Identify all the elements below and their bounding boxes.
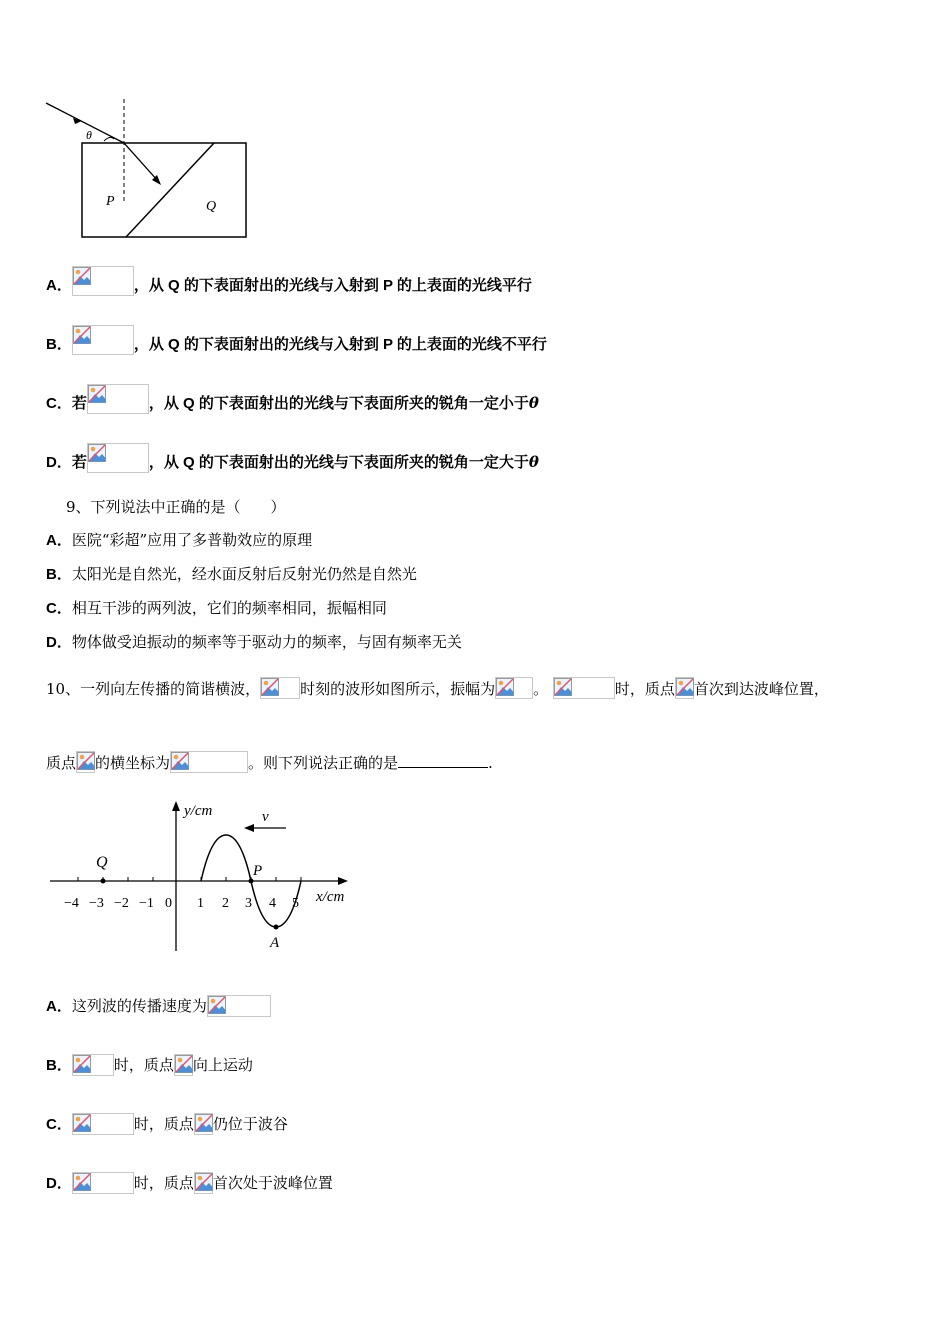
p-label: P	[106, 194, 115, 209]
tick-label: 1	[197, 896, 204, 911]
wave-figure	[46, 795, 356, 955]
q9-option-d: D．物体做受迫振动的频率等于驱动力的频率，与固有频率无关	[46, 633, 462, 651]
velocity-label: v	[262, 809, 269, 825]
image-placeholder-icon	[207, 995, 271, 1017]
theta-label: θ	[86, 128, 92, 142]
p-point-label: P	[253, 863, 263, 879]
left-arrow-icon	[244, 824, 254, 832]
tick-label: −2	[114, 896, 129, 911]
image-placeholder-icon	[675, 677, 694, 699]
image-placeholder-icon	[495, 677, 533, 699]
refraction-figure	[40, 95, 260, 245]
image-placeholder-icon	[174, 1054, 193, 1076]
y-axis-label: y/cm	[184, 803, 213, 819]
a-point-label: A	[270, 935, 280, 951]
image-placeholder-icon	[72, 325, 134, 355]
tick-label: 2	[222, 896, 229, 911]
image-placeholder-icon	[194, 1172, 213, 1194]
image-placeholder-icon	[260, 677, 300, 699]
q9-option-b: B．太阳光是自然光，经水面反射后反射光仍然是自然光	[46, 565, 417, 583]
q10-option-d: D． 时，质点 首次处于波峰位置	[46, 1174, 333, 1192]
image-placeholder-icon	[76, 751, 95, 773]
tick-label: −4	[64, 896, 79, 911]
tick-label: 0	[165, 896, 172, 911]
q10-option-a: A．这列波的传播速度为	[46, 995, 271, 1017]
image-placeholder-icon	[194, 1113, 213, 1135]
image-placeholder-icon	[72, 1113, 134, 1135]
tick-label: 3	[245, 896, 252, 911]
image-placeholder-icon	[170, 751, 248, 773]
x-axis-label: x/cm	[316, 889, 345, 905]
image-placeholder-icon	[72, 1054, 114, 1076]
q-label: Q	[206, 199, 217, 214]
q10-option-c: C． 时，质点 仍位于波谷	[46, 1115, 288, 1133]
q8-option-a: A． ，从 Q 的下表面射出的光线与入射到 P 的上表面的光线平行	[46, 266, 532, 296]
q9-option-a: A．医院“彩超”应用了多普勒效应的原理	[46, 531, 313, 549]
answer-blank[interactable]	[398, 753, 488, 768]
q9-option-c: C．相互干涉的两列波，它们的频率相同，振幅相同	[46, 599, 387, 617]
q9-stem: 9、下列说法中正确的是（ ）	[66, 498, 286, 516]
image-placeholder-icon	[72, 266, 134, 296]
q8-option-b: B． ，从 Q 的下表面射出的光线与入射到 P 的上表面的光线不平行	[46, 325, 547, 355]
q8-option-c: C．若 ，从 Q 的下表面射出的光线与下表面所夹的锐角一定小于θ	[46, 384, 539, 414]
tick-label: 4	[269, 896, 276, 911]
image-placeholder-icon	[72, 1172, 134, 1194]
tick-label: −3	[89, 896, 104, 911]
q10-option-b: B． 时，质点 向上运动	[46, 1056, 253, 1074]
image-placeholder-icon	[87, 384, 149, 414]
q10-stem-line1: 10、一列向左传播的简谐横波， 时刻的波形如图所示，振幅为 。 时，质点 首次到达波峰位置，	[46, 677, 829, 699]
q8-option-d: D．若 ，从 Q 的下表面射出的光线与下表面所夹的锐角一定大于θ	[46, 443, 539, 473]
image-placeholder-icon	[87, 443, 149, 473]
image-placeholder-icon	[553, 677, 615, 699]
q-point-label: Q	[96, 854, 108, 871]
tick-label: 5	[292, 896, 299, 911]
q10-stem-line2: 质点 的横坐标为 。则下列说法正确的是 .	[46, 751, 493, 773]
tick-label: −1	[139, 896, 154, 911]
